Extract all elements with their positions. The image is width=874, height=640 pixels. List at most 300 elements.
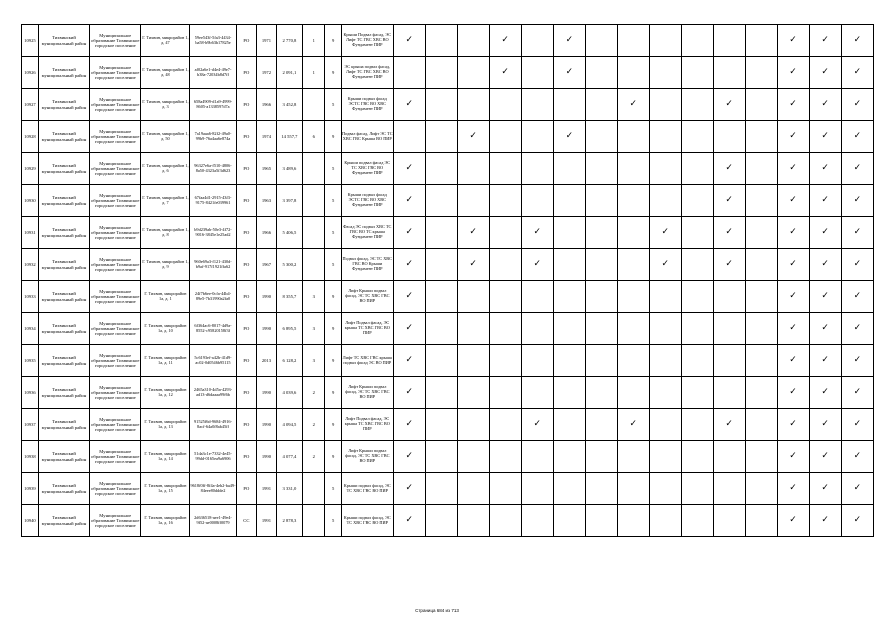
work-flag-cell xyxy=(393,153,425,185)
work-flag-cell xyxy=(617,441,649,473)
checkmark-icon: ✓ xyxy=(789,99,797,109)
work-flag-cell xyxy=(681,25,713,57)
work-flag-cell xyxy=(585,505,617,537)
work-flag-cell xyxy=(809,377,841,409)
work-flag-cell xyxy=(585,377,617,409)
work-flag-cell xyxy=(553,217,585,249)
work-flag-cell xyxy=(521,313,553,345)
work-flag-cell xyxy=(713,217,745,249)
work-flag-cell xyxy=(713,185,745,217)
work-flag-cell xyxy=(617,249,649,281)
work-flag-cell xyxy=(425,89,457,121)
uuid-cell: 6f364ac6-8017-4d9a-8552-c95820158f3f xyxy=(190,313,236,345)
work-flag-cell xyxy=(809,57,841,89)
work-flag-cell xyxy=(713,377,745,409)
checkmark-icon: ✓ xyxy=(821,227,829,237)
work-flag-cell xyxy=(617,409,649,441)
work-flag-cell xyxy=(521,441,553,473)
work-flag-cell xyxy=(425,473,457,505)
work-flag-cell xyxy=(745,217,777,249)
table-row xyxy=(22,249,874,281)
work-flag-cell xyxy=(489,25,521,57)
district-cell: Тихвинский муниципальный район xyxy=(38,249,89,281)
checkmark-icon: ✓ xyxy=(821,515,829,525)
address-cell: Г. Тихвин, микрорайон 1а, д. 14 xyxy=(141,441,190,473)
works-cell: Лифт ТС ХВС ГВС крыша подвал фасад ЭС ВО ПИР xyxy=(341,345,393,377)
row-number: 10926 xyxy=(22,57,39,89)
checkmark-icon: ✓ xyxy=(821,323,829,333)
uuid-cell: 7a19aaa6-82f2-49a0-99b9-76a4aa6e874a xyxy=(190,121,236,153)
year-cell: 1991 xyxy=(257,473,277,505)
work-flag-cell xyxy=(777,505,809,537)
area-cell: 2 770,8 xyxy=(276,25,302,57)
work-flag-cell xyxy=(617,153,649,185)
work-flag-cell xyxy=(425,249,457,281)
type-cell: РО xyxy=(236,473,256,505)
year-cell: 1971 xyxy=(257,25,277,57)
work-flag-cell xyxy=(617,505,649,537)
checkmark-icon: ✓ xyxy=(725,99,733,109)
uuid-cell: 24f7b6ee-0cfa-44b4-89e5-7b31990a2fa0 xyxy=(190,281,236,313)
checkmark-icon: ✓ xyxy=(405,419,414,429)
table-row xyxy=(22,313,874,345)
work-flag-cell xyxy=(457,473,489,505)
uuid-cell: 59ee543f-5fa3-4434-ba58-b9b63b17825e xyxy=(190,25,236,57)
checkmark-icon: ✓ xyxy=(789,451,797,461)
work-flag-cell xyxy=(713,25,745,57)
checkmark-icon: ✓ xyxy=(405,451,414,461)
work-flag-cell xyxy=(489,441,521,473)
checkmark-icon: ✓ xyxy=(789,323,797,333)
address-cell: Г. Тихвин, микрорайон 1, д. 3 xyxy=(141,89,190,121)
count-cell: 2 xyxy=(303,377,325,409)
work-flag-cell xyxy=(745,505,777,537)
checkmark-icon: ✓ xyxy=(821,99,829,109)
floors-cell: 5 xyxy=(325,473,341,505)
work-flag-cell xyxy=(617,57,649,89)
work-flag-cell xyxy=(457,505,489,537)
work-flag-cell xyxy=(617,313,649,345)
work-flag-cell xyxy=(809,185,841,217)
work-flag-cell xyxy=(553,89,585,121)
work-flag-cell xyxy=(393,121,425,153)
floors-cell: 9 xyxy=(325,281,341,313)
checkmark-icon: ✓ xyxy=(853,515,862,525)
checkmark-icon: ✓ xyxy=(789,195,797,205)
work-flag-cell xyxy=(553,473,585,505)
table-row xyxy=(22,153,874,185)
row-number: 10925 xyxy=(22,25,39,57)
work-flag-cell xyxy=(841,441,873,473)
work-flag-cell xyxy=(617,185,649,217)
works-cell: Крыши подвал фасад ЭСТС ГВС ВО ХВС Фундамент ПИР xyxy=(341,185,393,217)
address-cell: Г. Тихвин, микрорайон 1, д. 9 xyxy=(141,249,190,281)
table-row xyxy=(22,25,874,57)
work-flag-cell xyxy=(745,345,777,377)
work-flag-cell xyxy=(777,217,809,249)
work-flag-cell xyxy=(809,441,841,473)
work-flag-cell xyxy=(713,57,745,89)
address-cell: Г. Тихвин, микрорайон 1, д. 48 xyxy=(141,57,190,89)
work-flag-cell xyxy=(489,505,521,537)
checkmark-icon: ✓ xyxy=(789,163,797,173)
work-flag-cell xyxy=(457,409,489,441)
work-flag-cell xyxy=(425,25,457,57)
work-flag-cell xyxy=(425,409,457,441)
work-flag-cell xyxy=(585,185,617,217)
uuid-cell: 2465a310-4d5a-4293-ad13-d6daaaa99f6b xyxy=(190,377,236,409)
checkmark-icon: ✓ xyxy=(565,131,574,141)
district-cell: Тихвинский муниципальный район xyxy=(38,409,89,441)
year-cell: 2013 xyxy=(257,345,277,377)
work-flag-cell xyxy=(521,185,553,217)
work-flag-cell xyxy=(489,217,521,249)
work-flag-cell xyxy=(681,217,713,249)
year-cell: 1972 xyxy=(257,57,277,89)
floors-cell: 9 xyxy=(325,57,341,89)
work-flag-cell xyxy=(745,249,777,281)
work-flag-cell xyxy=(681,281,713,313)
checkmark-icon: ✓ xyxy=(853,419,862,429)
area-cell: 3 489,6 xyxy=(276,153,302,185)
checkmark-icon: ✓ xyxy=(405,483,414,493)
count-cell: 3 xyxy=(303,345,325,377)
work-flag-cell xyxy=(393,89,425,121)
work-flag-cell xyxy=(745,185,777,217)
work-flag-cell xyxy=(809,121,841,153)
work-flag-cell xyxy=(681,57,713,89)
row-number: 10936 xyxy=(22,377,39,409)
work-flag-cell xyxy=(393,345,425,377)
checkmark-icon: ✓ xyxy=(789,259,797,269)
page-footer: Страница 684 из 713 xyxy=(415,608,459,613)
uuid-cell: b9d239ab-50e3-4f72-9016-3845e1e25ad2 xyxy=(190,217,236,249)
works-cell: Крыши подвал фасад ЭСТС ГВС ВО ХВС Фундамент ПИР xyxy=(341,89,393,121)
type-cell: РО xyxy=(236,217,256,249)
work-flag-cell xyxy=(489,89,521,121)
work-flag-cell xyxy=(649,25,681,57)
work-flag-cell xyxy=(809,89,841,121)
count-cell: 2 xyxy=(303,409,325,441)
table-row xyxy=(22,441,874,473)
work-flag-cell xyxy=(649,249,681,281)
checkmark-icon: ✓ xyxy=(405,259,414,269)
work-flag-cell xyxy=(521,153,553,185)
work-flag-cell xyxy=(425,217,457,249)
work-flag-cell xyxy=(745,473,777,505)
table-row xyxy=(22,505,874,537)
municipality-cell: Муниципальное образование Тихвинское городское поселение xyxy=(90,57,141,89)
work-flag-cell xyxy=(809,249,841,281)
row-number: 10930 xyxy=(22,185,39,217)
work-flag-cell xyxy=(841,281,873,313)
work-flag-cell xyxy=(841,25,873,57)
floors-cell: 5 xyxy=(325,185,341,217)
year-cell: 1967 xyxy=(257,249,277,281)
type-cell: РО xyxy=(236,313,256,345)
work-flag-cell xyxy=(649,377,681,409)
works-cell: Лифт Крыши подвал фасад, ЭС ТС ХВС ГВС ВО ПИР xyxy=(341,441,393,473)
checkmark-icon: ✓ xyxy=(405,291,414,301)
work-flag-cell xyxy=(649,89,681,121)
work-flag-cell xyxy=(777,249,809,281)
address-cell: Г. Тихвин, микрорайон 1а, д. 12 xyxy=(141,377,190,409)
type-cell: РО xyxy=(236,153,256,185)
work-flag-cell xyxy=(745,121,777,153)
works-cell: Крыши подвал фасад ЭС ТС ХВС ГВС ВО Фундамент ПИР xyxy=(341,153,393,185)
address-cell: Г. Тихвин, микрорайон 1а, д. 15 xyxy=(141,473,190,505)
type-cell: РО xyxy=(236,57,256,89)
work-flag-cell xyxy=(777,281,809,313)
work-flag-cell xyxy=(617,377,649,409)
checkmark-icon: ✓ xyxy=(853,227,862,237)
checkmark-icon: ✓ xyxy=(469,227,477,237)
year-cell: 1990 xyxy=(257,281,277,313)
municipality-cell: Муниципальное образование Тихвинское городское поселение xyxy=(90,89,141,121)
work-flag-cell xyxy=(649,409,681,441)
district-cell: Тихвинский муниципальный район xyxy=(38,25,89,57)
work-flag-cell xyxy=(489,313,521,345)
work-flag-cell xyxy=(649,505,681,537)
address-cell: Г. Тихвин, микрорайон 1, д. 50 xyxy=(141,121,190,153)
work-flag-cell xyxy=(617,345,649,377)
work-flag-cell xyxy=(777,409,809,441)
work-flag-cell xyxy=(553,313,585,345)
count-cell xyxy=(303,473,325,505)
work-flag-cell xyxy=(777,377,809,409)
floors-cell: 5 xyxy=(325,89,341,121)
works-cell: Фасад ЭС подвал ХВС ТС ГВС ВО ТС крыша Фундамент ПИР xyxy=(341,217,393,249)
work-flag-cell xyxy=(841,89,873,121)
work-flag-cell xyxy=(489,121,521,153)
year-cell: 1990 xyxy=(257,377,277,409)
municipality-cell: Муниципальное образование Тихвинское городское поселение xyxy=(90,409,141,441)
year-cell: 1974 xyxy=(257,121,277,153)
work-flag-cell xyxy=(809,409,841,441)
count-cell xyxy=(303,249,325,281)
work-flag-cell xyxy=(425,313,457,345)
work-flag-cell xyxy=(393,185,425,217)
floors-cell: 9 xyxy=(325,345,341,377)
work-flag-cell xyxy=(585,345,617,377)
work-flag-cell xyxy=(585,25,617,57)
uuid-cell: 5c6193ef-a42b-41d9-ac02-0d0546b95115 xyxy=(190,345,236,377)
work-flag-cell xyxy=(425,441,457,473)
work-flag-cell xyxy=(809,281,841,313)
work-flag-cell xyxy=(489,153,521,185)
checkmark-icon: ✓ xyxy=(789,387,797,397)
work-flag-cell xyxy=(713,505,745,537)
work-flag-cell xyxy=(841,313,873,345)
checkmark-icon: ✓ xyxy=(789,515,797,525)
type-cell: РО xyxy=(236,185,256,217)
count-cell: 1 xyxy=(303,25,325,57)
work-flag-cell xyxy=(393,377,425,409)
checkmark-icon: ✓ xyxy=(789,131,797,141)
uuid-cell: 960e69a3-f121-430d-b9af-917f1921ffa62 xyxy=(190,249,236,281)
work-flag-cell xyxy=(457,313,489,345)
checkmark-icon: ✓ xyxy=(821,419,829,429)
work-flag-cell xyxy=(425,121,457,153)
work-flag-cell xyxy=(457,217,489,249)
work-flag-cell xyxy=(681,249,713,281)
checkmark-icon: ✓ xyxy=(789,291,797,301)
municipality-cell: Муниципальное образование Тихвинское городское поселение xyxy=(90,377,141,409)
checkmark-icon: ✓ xyxy=(533,227,542,237)
checkmark-icon: ✓ xyxy=(789,67,797,77)
uuid-cell: 51da3c1e-7332-4e45-99dd-0165ea9a6906 xyxy=(190,441,236,473)
checkmark-icon: ✓ xyxy=(853,35,862,45)
uuid-cell: 9618f0ff-8f4a-4eb2-ba49-84eee80ddde2 xyxy=(190,473,236,505)
checkmark-icon: ✓ xyxy=(853,483,862,493)
area-cell: 6 128,2 xyxy=(276,345,302,377)
checkmark-icon: ✓ xyxy=(789,227,797,237)
municipality-cell: Муниципальное образование Тихвинское городское поселение xyxy=(90,473,141,505)
area-cell: 4 094,5 xyxy=(276,409,302,441)
floors-cell: 9 xyxy=(325,313,341,345)
checkmark-icon: ✓ xyxy=(725,163,733,173)
year-cell: 1966 xyxy=(257,217,277,249)
work-flag-cell xyxy=(809,313,841,345)
checkmark-icon: ✓ xyxy=(853,131,862,141)
checkmark-icon: ✓ xyxy=(405,195,414,205)
uuid-cell: af02a6e1-d4e4-49e7-b38a-72034b8d7ff xyxy=(190,57,236,89)
district-cell: Тихвинский муниципальный район xyxy=(38,281,89,313)
checkmark-icon: ✓ xyxy=(725,227,733,237)
district-cell: Тихвинский муниципальный район xyxy=(38,505,89,537)
floors-cell: 5 xyxy=(325,153,341,185)
work-flag-cell xyxy=(841,121,873,153)
address-cell: Г. Тихвин, микрорайон 1а, д. 13 xyxy=(141,409,190,441)
work-flag-cell xyxy=(585,217,617,249)
area-cell: 6 895,5 xyxy=(276,313,302,345)
work-flag-cell xyxy=(777,441,809,473)
work-flag-cell xyxy=(521,217,553,249)
checkmark-icon: ✓ xyxy=(405,227,414,237)
checkmark-icon: ✓ xyxy=(853,67,862,77)
work-flag-cell xyxy=(745,441,777,473)
table-row xyxy=(22,409,874,441)
work-flag-cell xyxy=(425,153,457,185)
uuid-cell: 91525f6d-9684-4916-8acf-64a0f8ab45ff xyxy=(190,409,236,441)
checkmark-icon: ✓ xyxy=(789,483,797,493)
work-flag-cell xyxy=(841,505,873,537)
work-flag-cell xyxy=(649,57,681,89)
work-flag-cell xyxy=(425,281,457,313)
work-flag-cell xyxy=(809,153,841,185)
work-flag-cell xyxy=(841,57,873,89)
work-flag-cell xyxy=(553,57,585,89)
work-flag-cell xyxy=(713,249,745,281)
checkmark-icon: ✓ xyxy=(725,419,733,429)
table-row xyxy=(22,57,874,89)
checkmark-icon: ✓ xyxy=(405,323,414,333)
checkmark-icon: ✓ xyxy=(821,163,829,173)
work-flag-cell xyxy=(713,409,745,441)
work-flag-cell xyxy=(681,121,713,153)
floors-cell: 5 xyxy=(325,217,341,249)
municipality-cell: Муниципальное образование Тихвинское городское поселение xyxy=(90,185,141,217)
floors-cell: 9 xyxy=(325,409,341,441)
table-row xyxy=(22,377,874,409)
district-cell: Тихвинский муниципальный район xyxy=(38,121,89,153)
address-cell: Г. Тихвин, микрорайон 1а, д. 1 xyxy=(141,281,190,313)
work-flag-cell xyxy=(745,313,777,345)
checkmark-icon: ✓ xyxy=(853,259,862,269)
work-flag-cell xyxy=(745,57,777,89)
work-flag-cell xyxy=(489,249,521,281)
checkmark-icon: ✓ xyxy=(661,227,670,237)
count-cell xyxy=(303,153,325,185)
register-table xyxy=(21,24,874,537)
checkmark-icon: ✓ xyxy=(405,35,414,45)
work-flag-cell xyxy=(457,377,489,409)
work-flag-cell xyxy=(393,57,425,89)
work-flag-cell xyxy=(553,153,585,185)
row-number: 10940 xyxy=(22,505,39,537)
work-flag-cell xyxy=(681,345,713,377)
work-flag-cell xyxy=(457,89,489,121)
work-flag-cell xyxy=(425,505,457,537)
work-flag-cell xyxy=(649,441,681,473)
count-cell: 2 xyxy=(303,441,325,473)
table-row xyxy=(22,89,874,121)
work-flag-cell xyxy=(553,281,585,313)
municipality-cell: Муниципальное образование Тихвинское городское поселение xyxy=(90,345,141,377)
municipality-cell: Муниципальное образование Тихвинское городское поселение xyxy=(90,505,141,537)
work-flag-cell xyxy=(521,249,553,281)
checkmark-icon: ✓ xyxy=(821,67,829,77)
work-flag-cell xyxy=(745,409,777,441)
work-flag-cell xyxy=(457,185,489,217)
municipality-cell: Муниципальное образование Тихвинское городское поселение xyxy=(90,121,141,153)
row-number: 10927 xyxy=(22,89,39,121)
district-cell: Тихвинский муниципальный район xyxy=(38,57,89,89)
work-flag-cell xyxy=(489,281,521,313)
work-flag-cell xyxy=(393,473,425,505)
checkmark-icon: ✓ xyxy=(629,419,637,429)
work-flag-cell xyxy=(585,89,617,121)
checkmark-icon: ✓ xyxy=(405,515,414,525)
year-cell: 1990 xyxy=(257,441,277,473)
area-cell: 5 300,2 xyxy=(276,249,302,281)
checkmark-icon: ✓ xyxy=(853,195,862,205)
work-flag-cell xyxy=(841,409,873,441)
work-flag-cell xyxy=(393,505,425,537)
count-cell xyxy=(303,89,325,121)
municipality-cell: Муниципальное образование Тихвинское городское поселение xyxy=(90,281,141,313)
area-cell: 4 039,6 xyxy=(276,377,302,409)
work-flag-cell xyxy=(681,409,713,441)
checkmark-icon: ✓ xyxy=(821,387,829,397)
row-number: 10933 xyxy=(22,281,39,313)
works-cell: Лифт Крыши подвал фасад, ЭС ТС ХВС ГВС ВО ПИР xyxy=(341,281,393,313)
work-flag-cell xyxy=(585,441,617,473)
checkmark-icon: ✓ xyxy=(629,99,637,109)
year-cell: 1963 xyxy=(257,185,277,217)
area-cell: 4 077,4 xyxy=(276,441,302,473)
type-cell: РО xyxy=(236,249,256,281)
work-flag-cell xyxy=(777,153,809,185)
work-flag-cell xyxy=(649,473,681,505)
checkmark-icon: ✓ xyxy=(853,355,862,365)
work-flag-cell xyxy=(713,473,745,505)
work-flag-cell xyxy=(681,441,713,473)
work-flag-cell xyxy=(457,25,489,57)
year-cell: 1990 xyxy=(257,409,277,441)
row-number: 10934 xyxy=(22,313,39,345)
checkmark-icon: ✓ xyxy=(853,451,862,461)
